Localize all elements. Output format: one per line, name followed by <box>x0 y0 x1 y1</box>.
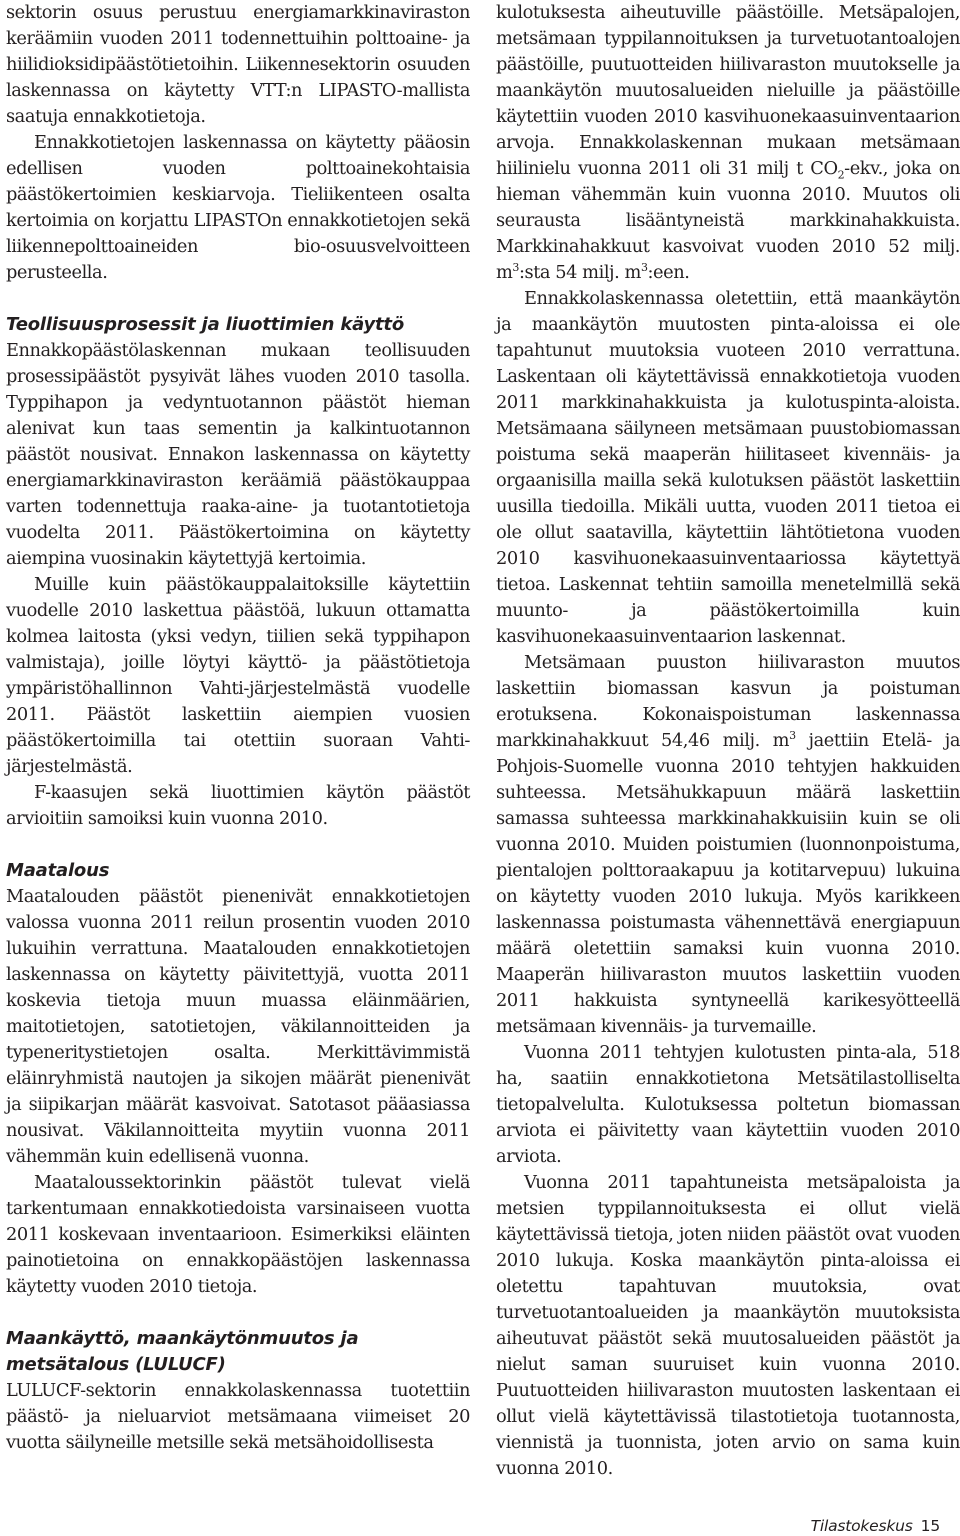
text-fragment: Metsämaan puuston hiilivaraston muutos laskettiin biomassan kasvun ja poistuman erotuksena. Kokonaispoistuman laskennassa markkinahakkuut 54,46 milj. m <box>496 652 960 751</box>
page-footer <box>811 1517 940 1535</box>
superscript: 3 <box>512 261 519 275</box>
paragraph-agriculture-refinement: Maataloussektorinkin päästöt tulevat vielä tarkentumaan ennakkotiedoista varsinaiseen vuotta 2011 koskevaan inventaarioon. Esimerkiksi eläinten painotietoina on ennakkopäästöjen laskennassa käytetty vuoden 2010 tietoja. <box>6 1172 470 1297</box>
superscript: 3 <box>640 261 648 275</box>
paragraph-estimation-method: Ennakkotietojen laskennassa on käytetty pääosin edellisen vuoden polttoainekohtaisia päästökertoimien keskiarvoja. Tieliikenteen osalta kertoimia on korjattu LIPASTOn ennakkotietojen sekä liikennepolttoaineiden bio-osuusvelvoitteen perusteella. <box>6 132 470 283</box>
paragraph-forest-fires: Vuonna 2011 tapahtuneista metsäpaloista ja metsien typpilannoituksesta ei ollut vielä käytettävissä tietoja, joten niiden päästöt ovat vuoden 2010 lukuja. Koska maankäytön pinta-aloissa ei oletettu tapahtuvan muutoksia, ovat turvetuotantoalueiden ja maankäytön muutoksista aiheutuvat päästöt sekä muutosalueiden päästöt ja nielut saman suuruiset kuin vuonna 2010. Puutuotteiden hiilivaraston muutosten laskentaan ei ollut vielä käytettävissä tilastotietoja tuotannosta, viennistä ja tuonnista, joten arvio on sama kuin vuonna 2010. <box>496 1172 960 1479</box>
subscript: 2 <box>837 168 845 182</box>
paragraph-industrial-emissions: Ennakkopäästölaskennan mukaan teollisuuden prosessipäästöt pysyivät lähes vuoden 2010 tasolla. Typpihapon ja vedyntuotannon päästöt hieman alenivat kun taas sementin ja kalkintuotannon päästöt nousivat. Ennakon laskennassa on käytetty energiamarkkinaviraston keräämiä päästökauppaa varten todennettuja raaka-aine- ja tuotantotietoja vuodelta 2011. Päästökertoimina on käytetty aiempina vuosinakin käytettyjä kertoimia. <box>6 340 470 569</box>
heading-lulucf <box>6 1326 470 1378</box>
paragraph-f-gases: F-kaasujen sekä liuottimien käytön päästöt arvioitiin samoiksi kuin vuonna 2010. <box>6 782 470 829</box>
left-column <box>6 0 470 1456</box>
paragraph-agriculture-emissions: Maatalouden päästöt pienenivät ennakkotietojen valossa vuonna 2011 reilun prosentin vuoden 2010 lukuihin verrattuna. Maatalouden ennakkotietojen laskennassa on käytetty päivitettyjä, vuotta 2011 koskevia tietoja muun muassa eläinmäärien, maitotietojen, satotietojen, väkilannoitteiden ja typeneritystietojen osalta. Merkittävimmistä eläinryhmistä nautojen ja sikojen määrät pienenivät ja siipikarjan määrät kasvoivat. Satotasot pääasiassa nousivat. Väkilannoitteita myytiin vuonna 2011 vähemmän kuin edellisenä vuonna. <box>6 886 470 1167</box>
page-number: 15 <box>920 1517 940 1535</box>
superscript: 3 <box>789 729 796 743</box>
paragraph-non-trading-plants: Muille kuin päästökauppalaitoksille käytettiin vuodelle 2010 laskettua päästöä, lukuun ottamatta kolmea laitosta (yksi vedyn, tiilien sekä typpihapon valmistaja), joille löytyi käyttö- ja päästötietoja ympäristöhallinnon Vahti-järjestelmästä vuodelle 2011. Päästöt laskettiin aiempien vuosien päästökertoimilla tai otettiin suoraan Vahti-järjestelmästä. <box>6 574 470 777</box>
heading-industrial-processes: Teollisuusprosessit ja liuottimien käyttö <box>6 314 404 335</box>
paragraph-lulucf-intro: LULUCF-sektorin ennakkolaskennassa tuotettiin päästö- ja nieluarviot metsämaana viimeiset 20 vuotta säilyneille metsille sekä metsähoidollisesta <box>6 1380 470 1453</box>
text-fragment: kulotuksesta aiheutuville päästöille. Metsäpalojen, metsämaan typpilannoituksen ja turvetuotantoalojen päästöille, puutuotteiden hiilivaraston muutokselle ja maankäytön muutosalueiden nieluille ja päästöille käytettiin vuoden 2010 kasvihuonekaasuinventaarion arvoja. Ennakkolaskennan mukaan metsämaan hiilinielu vuonna 2011 oli 31 milj t CO <box>496 2 960 179</box>
paragraph-controlled-burning: Vuonna 2011 tehtyjen kulotusten pinta-ala, 518 ha, saatiin ennakkotietona Metsätilastolliselta tietopalvelulta. Kulotuksessa poltetun biomassan arviota ei päivitetty vaan käytettiin vuoden 2010 arviota. <box>496 1042 960 1167</box>
text-fragment: :een. <box>647 262 690 283</box>
text-fragment: -ekv., joka on hieman vähemmän kuin vuonna 2010. Muutos oli seurausta lisääntyneistä markkinahakkuista. Markkinahakkuut kasvoivat vuoden 2010 52 milj. m <box>496 158 960 283</box>
text-fragment: jaettiin Etelä- ja Pohjois-Suomelle vuonna 2010 tehtyjen hakkuiden suhteessa. Metsähukkapuun määrä laskettiin samassa suhteessa markkinahakkuisiin kuin se oli vuonna 2010. Muiden poistumien (luonnonpoistuma, pientalojen polttoraakapuu ja kotitarvepuu) lukuina on käytetty vuoden 2010 lukuja. Myös karikkeen laskennassa poistumasta vähennettävä energiapuun määrä oletettiin samaksi kuin vuonna 2010. Maaperän hiilivaraston muutos laskettiin vuoden 2011 hakkuista syntyneellä karikesyötteellä metsämaan kivennäis- ja turvemaille. <box>496 730 960 1037</box>
text-fragment: :sta 54 milj. m <box>518 262 641 283</box>
right-column <box>496 0 960 1482</box>
paragraph-land-use-assumption: Ennakkolaskennassa oletettiin, että maankäytön ja maankäytön muutosten pinta-aloissa ei ole tapahtunut muutoksia vuoteen 2010 verrattuna. Laskentaan oli käytettävissä ennakkotietoja vuoden 2011 markkinahakkuista ja kulotuspinta-aloista. Metsämaana säilyneen metsämaan puustobiomassan poistuma sekä maaperän hiilitaseet kivennäis- ja orgaanisilla mailla sekä kulotuksen päästöt laskettiin uusilla tiedoilla. Mikäli uutta, vuoden 2011 tietoa ei ole ollut saatavilla, käytettiin lähtötietona vuoden 2010 kasvihuonekaasuinventaariossa käytettyä tietoa. Laskennat tehtiin samoilla menetelmillä sekä muunto- ja päästökertoimilla kuin kasvihuonekaasuinventaarion laskennat. <box>496 288 960 647</box>
heading-lulucf-line-1: Maankäyttö, maankäytönmuutos ja <box>6 1328 359 1349</box>
paragraph-energy-continuation: sektorin osuus perustuu energiamarkkinaviraston keräämiin vuoden 2011 todennettuihin polttoaine- ja hiilidioksidipäästötietoihin. Liikennesektorin osuuden laskennassa on käytetty VTT:n LIPASTO-mallista saatuja ennakkotietoja. <box>6 2 470 127</box>
heading-lulucf-line-2: metsätalous (LULUCF) <box>6 1354 226 1375</box>
paragraph-forest-sink <box>496 0 960 286</box>
paragraph-carbon-stock-change <box>496 650 960 1040</box>
heading-agriculture: Maatalous <box>6 860 110 881</box>
publisher-name: Tilastokeskus <box>810 1517 913 1535</box>
